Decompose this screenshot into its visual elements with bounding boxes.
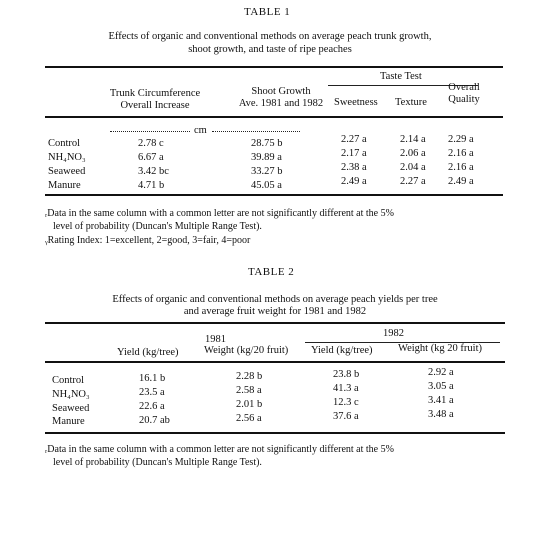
table2-yield2-cell: 12.3 c xyxy=(333,397,359,408)
table2-row-label: Control xyxy=(52,375,85,386)
table1-caption-line1: Effects of organic and conventional methods on average peach trunk growth, xyxy=(108,31,432,42)
table2-weight1-cell: 2.28 b xyxy=(236,371,263,382)
table2-yield2-cell: 37.6 a xyxy=(333,411,359,422)
table2-weight1-cell: 2.58 a xyxy=(236,385,262,396)
table1-taste-group-header: Taste Test xyxy=(380,71,422,82)
table2-year2-header: 1982 xyxy=(383,328,404,339)
table1-footnote: ᵣData in the same column with a common letter are not significantly different at the 5% xyxy=(45,208,394,219)
table1-overall-cell: 2.16 a xyxy=(448,162,474,173)
table1-sweetness-cell: 2.17 a xyxy=(341,148,367,159)
table2-yield2-header: Yield (kg/tree) xyxy=(311,345,373,356)
table2-weight1-header: Weight (kg/20 fruit) xyxy=(204,345,289,356)
table2-weight2-header: Weight (kg 20 fruit) xyxy=(398,343,483,354)
table2-footnote: level of probability (Duncan's Multiple Range Test). xyxy=(53,457,262,468)
table1-overall-cell: 2.16 a xyxy=(448,148,474,159)
table1-bottom-rule xyxy=(45,194,503,196)
table2-caption-line1: Effects of organic and conventional methods on average peach yields per tree xyxy=(112,294,438,305)
table2-year1-header: 1981 xyxy=(205,334,226,345)
table1-overall-header-line2: Quality xyxy=(448,94,480,105)
table1-row-label: Seaweed xyxy=(48,166,86,177)
table1-trunk-cell: 6.67 a xyxy=(138,152,164,163)
table2-caption-line2: and average fruit weight for 1981 and 1982 xyxy=(183,306,367,317)
table1-caption-line2: shoot growth, and taste of ripe peaches xyxy=(188,44,352,55)
table1-unit-label: cm xyxy=(194,125,207,136)
table1-trunk-cell: 3.42 bc xyxy=(138,166,169,177)
table1-trunk-cell: 2.78 c xyxy=(138,138,164,149)
table1-unit-line xyxy=(110,126,300,136)
table2-weight2-cell: 3.05 a xyxy=(428,381,454,392)
table1-overall-cell: 2.49 a xyxy=(448,176,474,187)
table1-texture-cell: 2.04 a xyxy=(400,162,426,173)
table1-shoot-cell: 28.75 b xyxy=(251,138,283,149)
table1-sweetness-cell: 2.27 a xyxy=(341,134,367,145)
table2-yield1-cell: 16.1 b xyxy=(139,373,166,384)
table1-trunk-header-line2: Overall Increase xyxy=(120,100,190,111)
table1-texture-cell: 2.06 a xyxy=(400,148,426,159)
table1-overall-cell: 2.29 a xyxy=(448,134,474,145)
table2-weight1-cell: 2.01 b xyxy=(236,399,263,410)
table2-row-label: Manure xyxy=(52,416,85,427)
table1-title: TABLE 1 xyxy=(244,6,291,18)
table1-footnote: level of probability (Duncan's Multiple Range Test). xyxy=(53,221,262,232)
table2-top-rule xyxy=(45,322,505,324)
table1-top-rule xyxy=(45,66,503,68)
table2-header-rule xyxy=(45,361,505,363)
table1-texture-cell: 2.14 a xyxy=(400,134,426,145)
table1-shoot-cell: 45.05 a xyxy=(251,180,282,191)
table2-row-label: NH₄NO₃ xyxy=(52,389,90,400)
table1-sweetness-cell: 2.49 a xyxy=(341,176,367,187)
table2-bottom-rule xyxy=(45,432,505,434)
table2-yield1-cell: 20.7 ab xyxy=(139,415,170,426)
table2-weight2-cell: 3.41 a xyxy=(428,395,454,406)
table2-yield2-cell: 23.8 b xyxy=(333,369,360,380)
table1-row-label: Control xyxy=(48,138,81,149)
table1-footnote: ᵧRating Index: 1=excellent, 2=good, 3=fair, 4=poor xyxy=(45,235,251,246)
table1-shoot-header-line2: Ave. 1981 and 1982 xyxy=(238,98,324,109)
table1-row-label: Manure xyxy=(48,180,81,191)
table1-header-rule xyxy=(45,116,503,118)
table1-overall-header-line1: Overall xyxy=(448,82,480,93)
table1-trunk-header-line1: Trunk Circumference xyxy=(109,88,201,99)
table2-weight1-cell: 2.56 a xyxy=(236,413,262,424)
table2-title: TABLE 2 xyxy=(248,266,295,278)
table2-yield1-header: Yield (kg/tree) xyxy=(117,347,179,358)
table1-sweetness-cell: 2.38 a xyxy=(341,162,367,173)
table2-weight2-cell: 2.92 a xyxy=(428,367,454,378)
table1-sweetness-header: Sweetness xyxy=(334,97,378,108)
table2-footnote: ᵣData in the same column with a common letter are not significantly different at the 5% xyxy=(45,444,394,455)
table2-yield1-cell: 22.6 a xyxy=(139,401,165,412)
table2-yield2-cell: 41.3 a xyxy=(333,383,359,394)
table2-weight2-cell: 3.48 a xyxy=(428,409,454,420)
table1-shoot-header-line1: Shoot Growth xyxy=(251,86,311,97)
table1-row-label: NH₄NO₃ xyxy=(48,152,86,163)
table1-shoot-cell: 39.89 a xyxy=(251,152,282,163)
table1-shoot-cell: 33.27 b xyxy=(251,166,283,177)
table1-texture-cell: 2.27 a xyxy=(400,176,426,187)
table1-trunk-cell: 4.71 b xyxy=(138,180,165,191)
table2-row-label: Seaweed xyxy=(52,403,90,414)
table1-texture-header: Texture xyxy=(395,97,427,108)
table2-yield1-cell: 23.5 a xyxy=(139,387,165,398)
